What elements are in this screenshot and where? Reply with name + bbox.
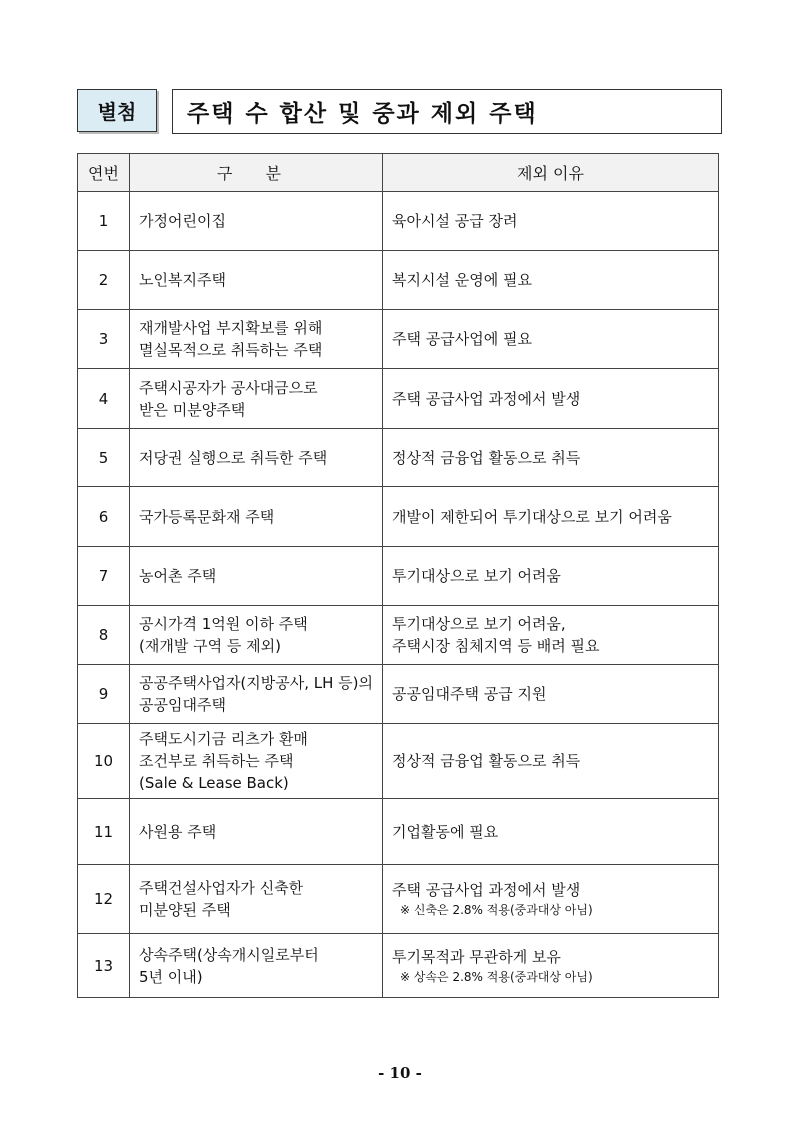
page-header [77, 89, 722, 134]
table-row [78, 665, 719, 724]
category-line: 저당권 실행으로 취득한 주택 [139, 448, 328, 467]
row-category [130, 606, 383, 665]
row-reason [383, 192, 719, 251]
reason-line: 주택 공급사업 과정에서 발생 [392, 389, 581, 408]
row-reason [383, 865, 719, 934]
table-row [78, 310, 719, 369]
row-category [130, 724, 383, 799]
table-row [78, 934, 719, 998]
column-header-reason: 제외 이유 [383, 154, 719, 192]
category-line: 가정어린이집 [139, 212, 226, 230]
category-line: 주택건설사업자가 신축한 [139, 879, 304, 897]
row-reason [383, 665, 719, 724]
row-reason [383, 251, 719, 310]
category-line: 주택시공자가 공사대금으로 [139, 378, 318, 397]
category-line: (재개발 구역 등 제외) [139, 637, 281, 655]
table-row [78, 799, 719, 865]
attachment-badge: 별첨 [77, 89, 157, 132]
reason-line: 주택 공급사업 과정에서 발생 [392, 881, 581, 899]
row-number: 6 [78, 487, 130, 547]
reason-line: 투기목적과 무관하게 보유 [392, 947, 561, 966]
row-category [130, 934, 383, 998]
row-category [130, 251, 383, 310]
exclusion-table [77, 153, 719, 998]
reason-line: 주택 공급사업에 필요 [392, 330, 532, 348]
reason-line: 투기대상으로 보기 어려움, [392, 615, 566, 633]
reason-line: 개발이 제한되어 투기대상으로 보기 어려움 [392, 507, 672, 526]
row-number: 10 [78, 724, 130, 799]
table-header-row [78, 154, 719, 192]
reason-line: 정상적 금융업 활동으로 취득 [392, 752, 581, 770]
row-category [130, 865, 383, 934]
category-line: 공공주택사업자(지방공사, LH 등)의 [139, 674, 374, 692]
column-header-category: 구 분 [130, 154, 383, 192]
row-number: 5 [78, 429, 130, 487]
reason-line: 정상적 금융업 활동으로 취득 [392, 448, 581, 467]
row-category [130, 192, 383, 251]
reason-line: 주택시장 침체지역 등 배려 필요 [392, 637, 600, 655]
row-reason [383, 487, 719, 547]
row-reason [383, 606, 719, 665]
category-line: 사원용 주택 [139, 822, 217, 841]
table-body [78, 192, 719, 998]
page-title: 주택 수 합산 및 중과 제외 주택 [172, 89, 722, 134]
page-number: - 10 - [378, 1064, 422, 1082]
category-line: 5년 이내) [139, 967, 203, 986]
reason-line: 투기대상으로 보기 어려움 [392, 567, 561, 585]
table-row [78, 865, 719, 934]
row-reason [383, 724, 719, 799]
table-row [78, 547, 719, 606]
row-category [130, 310, 383, 369]
table-row [78, 724, 719, 799]
category-line: 농어촌 주택 [139, 567, 217, 585]
row-reason [383, 934, 719, 998]
row-number: 8 [78, 606, 130, 665]
category-line: 상속주택(상속개시일로부터 [139, 945, 319, 964]
row-reason [383, 369, 719, 429]
row-reason [383, 310, 719, 369]
row-category [130, 487, 383, 547]
reason-line: 육아시설 공급 장려 [392, 212, 518, 230]
category-line: 받은 미분양주택 [139, 400, 246, 419]
table-row [78, 429, 719, 487]
reason-note: ※ 신축은 2.8% 적용(중과대상 아님) [400, 903, 593, 917]
category-line: 주택도시기금 리츠가 환매 [139, 730, 308, 748]
category-line: (Sale & Lease Back) [139, 774, 289, 792]
reason-line: 복지시설 운영에 필요 [392, 271, 532, 289]
category-line: 멸실목적으로 취득하는 주택 [139, 341, 323, 359]
category-line: 노인복지주택 [139, 271, 226, 289]
row-number: 1 [78, 192, 130, 251]
row-number: 13 [78, 934, 130, 998]
category-line: 재개발사업 부지확보를 위해 [139, 319, 323, 337]
row-reason [383, 429, 719, 487]
category-line: 공시가격 1억원 이하 주택 [139, 615, 308, 633]
reason-note: ※ 상속은 2.8% 적용(중과대상 아님) [400, 969, 593, 984]
reason-line: 기업활동에 필요 [392, 822, 499, 841]
row-category [130, 799, 383, 865]
table-row [78, 369, 719, 429]
table-row [78, 606, 719, 665]
table-row [78, 487, 719, 547]
category-line: 공공임대주택 [139, 696, 226, 714]
row-category [130, 369, 383, 429]
row-number: 11 [78, 799, 130, 865]
row-category [130, 547, 383, 606]
category-line: 조건부로 취득하는 주택 [139, 752, 294, 770]
table-row [78, 192, 719, 251]
category-line: 국가등록문화재 주택 [139, 507, 275, 526]
row-reason [383, 547, 719, 606]
row-number: 9 [78, 665, 130, 724]
row-number: 3 [78, 310, 130, 369]
row-category [130, 429, 383, 487]
table-row [78, 251, 719, 310]
row-number: 4 [78, 369, 130, 429]
row-number: 7 [78, 547, 130, 606]
category-line: 미분양된 주택 [139, 901, 231, 919]
column-header-no: 연번 [78, 154, 130, 192]
row-category [130, 665, 383, 724]
reason-line: 공공임대주택 공급 지원 [392, 685, 547, 703]
row-number: 2 [78, 251, 130, 310]
row-number: 12 [78, 865, 130, 934]
row-reason [383, 799, 719, 865]
